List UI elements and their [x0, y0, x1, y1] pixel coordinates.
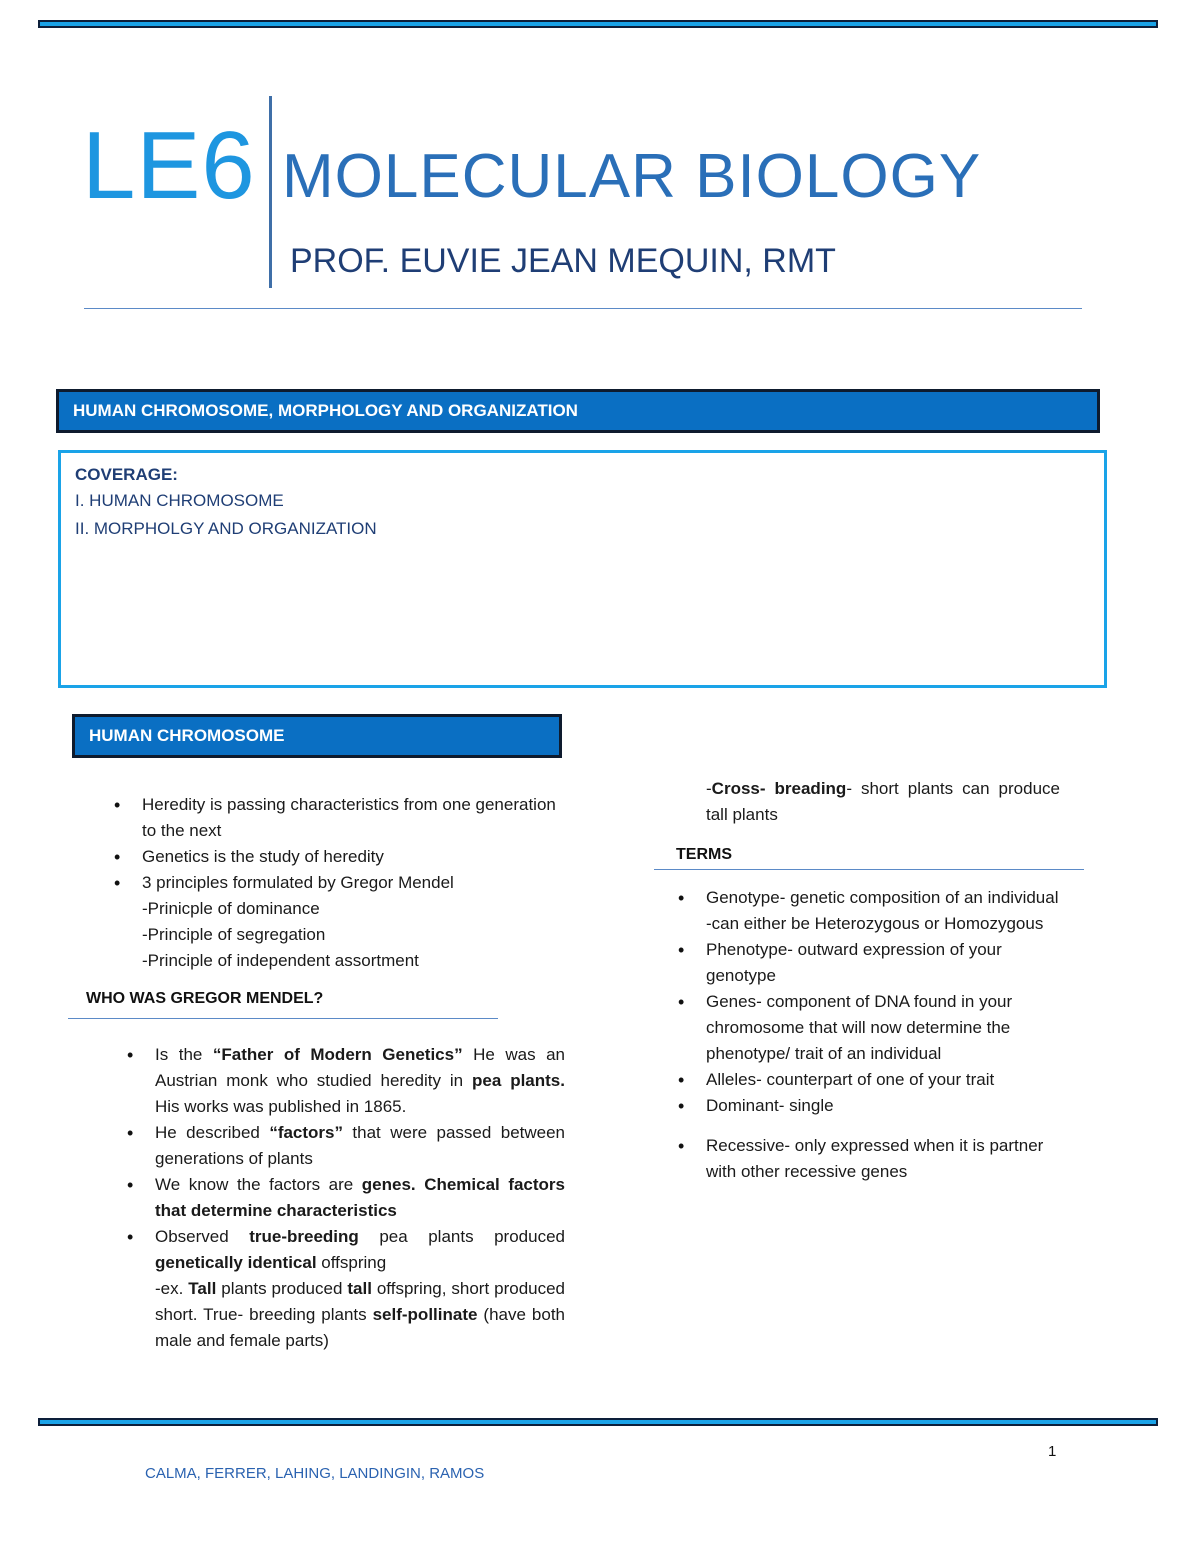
terms-heading-underline [654, 869, 1084, 870]
term-alleles: • Alleles- counterpart of one of your trait [706, 1067, 1060, 1093]
coverage-heading: COVERAGE: [75, 465, 178, 484]
document-title: MOLECULAR BIOLOGY [282, 142, 982, 211]
top-border-rule [38, 20, 1158, 28]
term-phenotype: • Phenotype- outward expression of your genotype [706, 937, 1060, 989]
text-run: We know the factors are [155, 1175, 362, 1194]
text-run-bold: Tall [188, 1279, 217, 1298]
text-run: offspring [316, 1253, 387, 1272]
example-line [155, 1276, 565, 1354]
header-underline [84, 308, 1082, 309]
text-run: -ex. [155, 1279, 189, 1298]
coverage-item: II. MORPHOLGY AND ORGANIZATION [75, 519, 377, 538]
coverage-box [58, 450, 1107, 688]
list-item: • Genetics is the study of heredity [142, 844, 562, 870]
list-item [155, 1120, 565, 1172]
text-run: plants produced [216, 1279, 348, 1298]
principle-item: -Principle of independent assortment [142, 951, 419, 970]
term-genes: • Genes- component of DNA found in your chromosome that will now determine the phenotype/ trait of an individual [706, 989, 1060, 1067]
text-run: He described [155, 1123, 270, 1142]
term-dominant: • Dominant- single [706, 1093, 1060, 1119]
text-run-bold: Cross- breading [711, 779, 847, 798]
text-run: (have both male and female parts) [155, 1305, 565, 1350]
text-run: He was an Austrian monk who studied heredity in [155, 1045, 565, 1090]
text-run-bold: tall [347, 1279, 372, 1298]
human-chromosome-title: HUMAN CHROMOSOME [89, 726, 285, 745]
text-run: that were passed between generations of plants [155, 1123, 566, 1168]
text-run: - [706, 779, 712, 798]
term-genotype: Genotype- genetic composition of an individual [706, 888, 1059, 907]
text-run-bold: pea plants. [472, 1071, 565, 1090]
mendel-heading-underline [68, 1018, 498, 1019]
section-title-bar [56, 389, 1100, 433]
list-item [706, 885, 1060, 937]
text-run-bold: true-breeding [249, 1227, 359, 1246]
mendel-list [155, 1042, 565, 1354]
text-run-bold: genes. Chemical factors that determine characteristics [155, 1175, 566, 1220]
text-run-bold: “factors” [269, 1123, 343, 1142]
list-item [155, 1224, 565, 1354]
professor-name: PROF. EUVIE JEAN MEQUIN, RMT [290, 242, 836, 280]
mendel-heading: WHO WAS GREGOR MENDEL? [86, 990, 324, 1007]
text-run: - short plants can produce tall plants [706, 779, 1060, 824]
header-divider [269, 96, 272, 288]
terms-list [706, 885, 1060, 1185]
text-run: Observed [155, 1227, 250, 1246]
text-run-bold: genetically identical [155, 1253, 317, 1272]
lecture-code: LE6 [82, 112, 256, 219]
list-item [155, 1042, 565, 1120]
text-run-bold: “Father of Modern Genetics” [212, 1045, 463, 1064]
list-item [142, 870, 562, 974]
list-item [155, 1172, 565, 1224]
principle-item: -Prinicple of dominance [142, 899, 320, 918]
list-item: • Heredity is passing characteristics from one generation to the next [142, 792, 562, 844]
text-run: offspring, short produced short. True- breeding plants [155, 1279, 566, 1324]
text-run-bold: self-pollinate [372, 1305, 478, 1324]
list-item-text: 3 principles formulated by Gregor Mendel [142, 873, 454, 892]
principle-item: -Principle of segregation [142, 925, 326, 944]
terms-heading: TERMS [676, 846, 732, 863]
text-run: Is the [155, 1045, 213, 1064]
page-number: 1 [1048, 1443, 1057, 1460]
text-run: His works was published in 1865. [155, 1097, 407, 1116]
section-title: HUMAN CHROMOSOME, MORPHOLOGY AND ORGANIZATION [73, 401, 578, 420]
coverage-item: I. HUMAN CHROMOSOME [75, 491, 284, 510]
term-recessive: • Recessive- only expressed when it is partner with other recessive genes [706, 1133, 1060, 1185]
human-chromosome-bar [72, 714, 562, 758]
heredity-list [142, 792, 562, 974]
cross-breeding-note [706, 776, 1060, 828]
text-run: pea plants produced [358, 1227, 565, 1246]
footer-authors: CALMA, FERRER, LAHING, LANDINGIN, RAMOS [145, 1465, 485, 1482]
bottom-border-rule [38, 1418, 1158, 1426]
term-sub: -can either be Heterozygous or Homozygous [706, 914, 1044, 933]
